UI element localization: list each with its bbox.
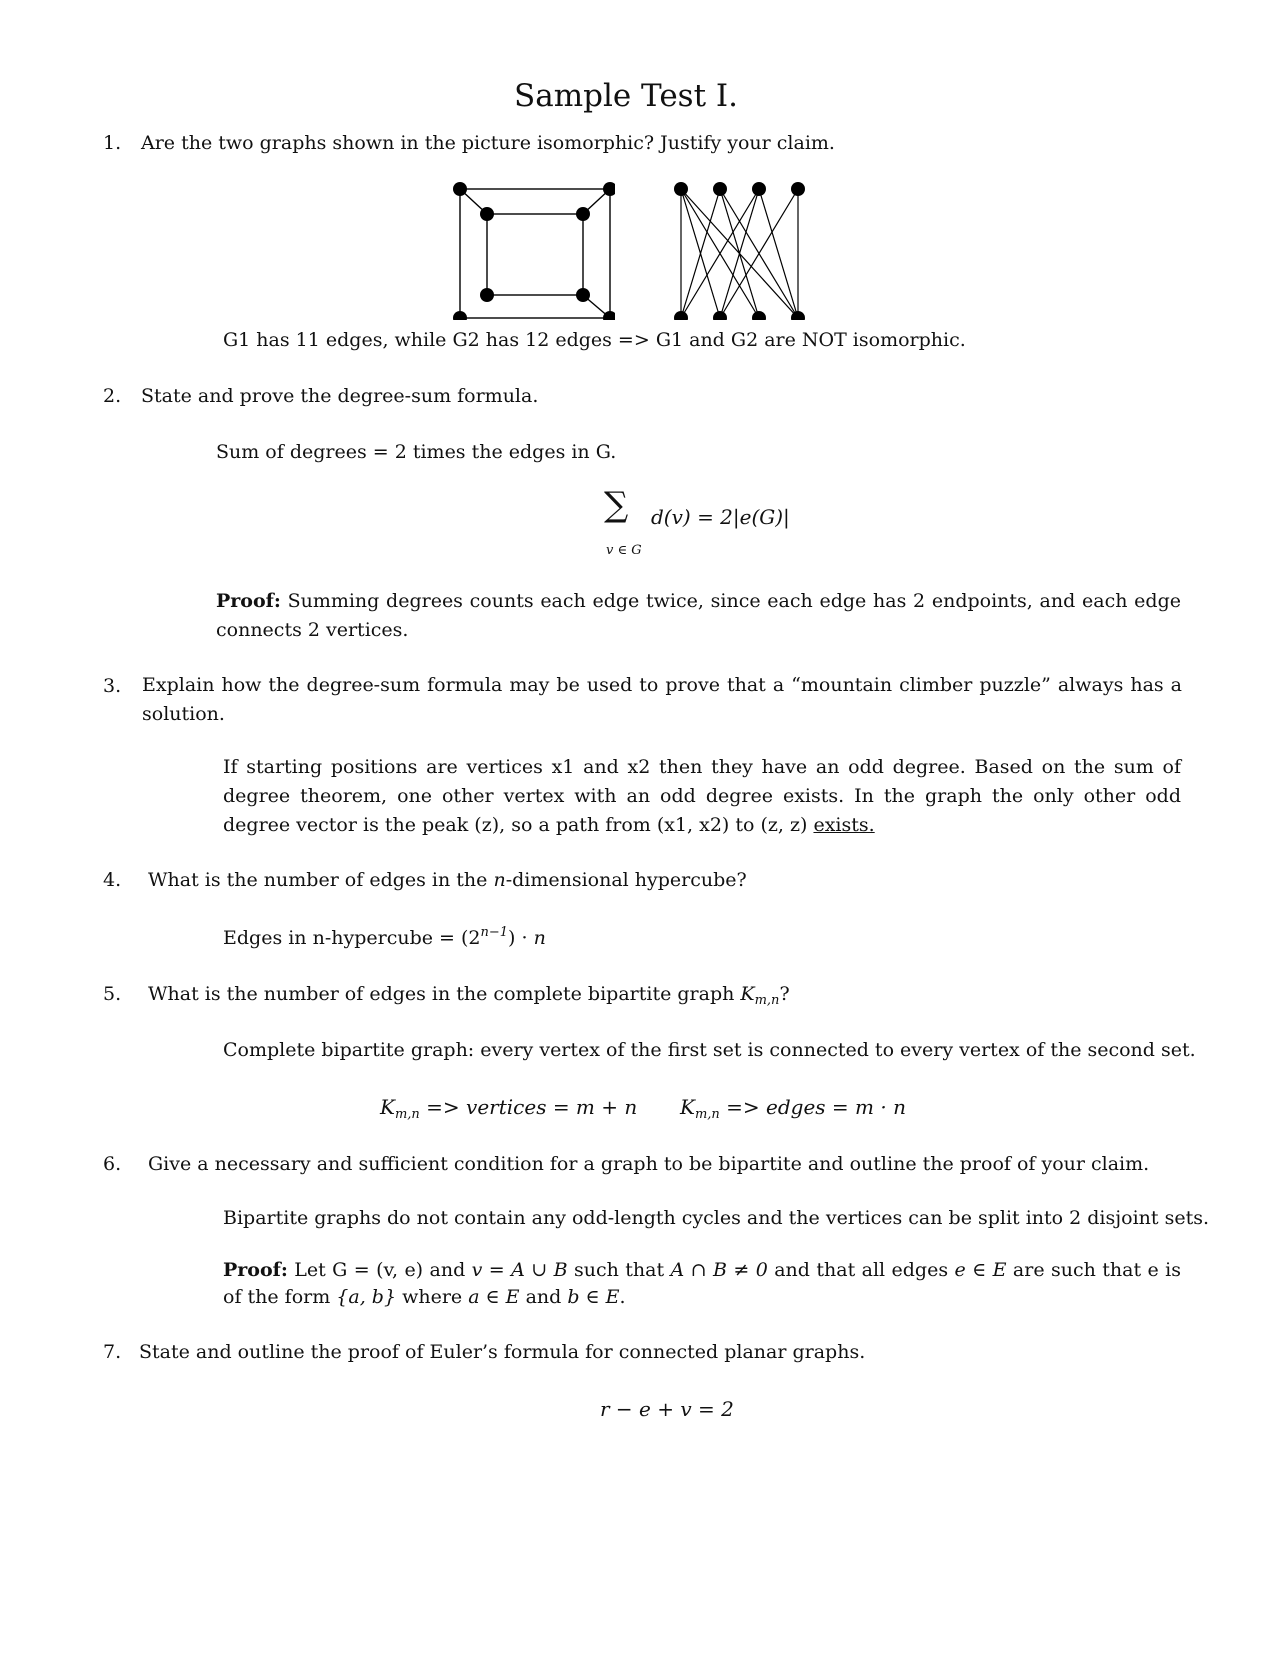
q5-formula-edges: [680, 1095, 906, 1123]
q2-proof-text: Summing degrees counts each edge twice, since each edge has 2 endpoints, and each edge connects 2 vertices.: [216, 590, 1181, 641]
q5-text-post: ?: [779, 983, 790, 1005]
q5-f1-rest: => vertices = m + n: [419, 1095, 638, 1119]
graph-g1: [440, 175, 615, 320]
q5-answer: Complete bipartite graph: every vertex of the first set is connected to every vertex of the second set.: [223, 1039, 1196, 1061]
q3-answer-underlined: exists.: [813, 814, 875, 836]
q7-question: State and outline the proof of Euler’s formula for connected planar graphs.: [139, 1341, 866, 1363]
q5-number: 5.: [103, 983, 122, 1005]
q4-text-var: n: [493, 869, 506, 891]
q4-answer-var: n: [533, 927, 546, 949]
q5-f2-var: K: [680, 1095, 695, 1119]
q2-proof-label: Proof:: [216, 590, 281, 612]
q5-text-pre: What is the number of edges in the complete bipartite graph: [148, 983, 741, 1005]
q1-number: 1.: [103, 132, 122, 154]
q6-proof-f: and: [519, 1286, 568, 1308]
q5-text-sub: m,n: [754, 993, 780, 1008]
q4-question: [148, 869, 747, 892]
page-title: Sample Test I.: [513, 78, 738, 114]
sum-index: v ∈ G: [606, 543, 642, 558]
q4-number: 4.: [103, 869, 122, 891]
sum-symbol: ∑: [604, 485, 629, 525]
q6-proof-e: where: [396, 1286, 469, 1308]
q1-answer: G1 has 11 edges, while G2 has 12 edges => G1 and G2 are NOT isomorphic.: [223, 329, 966, 351]
q4-answer-pre: Edges in n-hypercube = (2: [223, 927, 481, 949]
q2-answer: Sum of degrees = 2 times the edges in G.: [216, 441, 617, 463]
q2-number: 2.: [103, 385, 122, 407]
q5-formula-vertices: [380, 1095, 637, 1123]
q7-number: 7.: [103, 1341, 122, 1363]
q3-answer: [223, 753, 1181, 840]
q6-proof-label: Proof:: [223, 1259, 288, 1281]
q4-text-post: -dimensional hypercube?: [505, 869, 747, 891]
q2-question: State and prove the degree-sum formula.: [141, 385, 539, 407]
q3-answer-text: If starting positions are vertices x1 and x2 then they have an odd degree. Based on the sum of degree theorem, one other vertex with an odd degree exists. In the graph the only other odd degree vector is the peak (z), so a path from (x1, x2) to (z, z): [223, 756, 1181, 836]
q6-proof-m6: b ∈ E: [567, 1286, 620, 1308]
q6-proof-m1: v = A ∪ B: [471, 1259, 568, 1281]
q3-question: Explain how the degree-sum formula may be used to prove that a “mountain climber puzzle” always has a solution.: [142, 674, 1182, 725]
q6-proof-m5: a ∈ E: [468, 1286, 520, 1308]
q6-proof-m4: {a, b}: [336, 1286, 397, 1308]
q5-f1-sub: m,n: [394, 1107, 420, 1122]
q6-proof: [223, 1257, 1181, 1311]
q4-text-pre: What is the number of edges in the: [148, 869, 494, 891]
q6-answer: Bipartite graphs do not contain any odd-length cycles and the vertices can be split into 2 disjoint sets.: [223, 1207, 1209, 1229]
q5-question: [148, 983, 790, 1009]
q4-answer-post: ) ·: [508, 927, 534, 949]
q5-text-var: K: [740, 983, 755, 1005]
q2-proof: [216, 587, 1181, 645]
euler-formula: r − e + v = 2: [600, 1397, 734, 1421]
q4-answer-sup: n−1: [480, 925, 509, 940]
q6-proof-c: and that all edges: [767, 1259, 955, 1281]
q6-proof-a: Let G = (v, e) and: [287, 1259, 472, 1281]
q6-question: Give a necessary and sufficient condition for a graph to be bipartite and outline the proof of your claim.: [148, 1153, 1150, 1175]
q3-number: 3.: [103, 675, 122, 697]
degree-sum-formula: d(v) = 2|e(G)|: [651, 505, 790, 529]
q5-f1-var: K: [380, 1095, 395, 1119]
q4-answer: [223, 925, 546, 950]
q6-proof-m2: A ∩ B ≠ 0: [670, 1259, 768, 1281]
q6-proof-m3: e ∈ E: [954, 1259, 1007, 1281]
q6-proof-g: .: [619, 1286, 626, 1308]
q6-proof-d: are such that e is of the form: [223, 1259, 1182, 1308]
graph-g2: [670, 175, 810, 320]
q5-f2-sub: m,n: [694, 1107, 720, 1122]
q6-proof-b: such that: [567, 1259, 671, 1281]
q6-number: 6.: [103, 1153, 122, 1175]
q5-f2-rest: => edges = m · n: [719, 1095, 906, 1119]
q1-question: Are the two graphs shown in the picture isomorphic? Justify your claim.: [141, 132, 835, 154]
